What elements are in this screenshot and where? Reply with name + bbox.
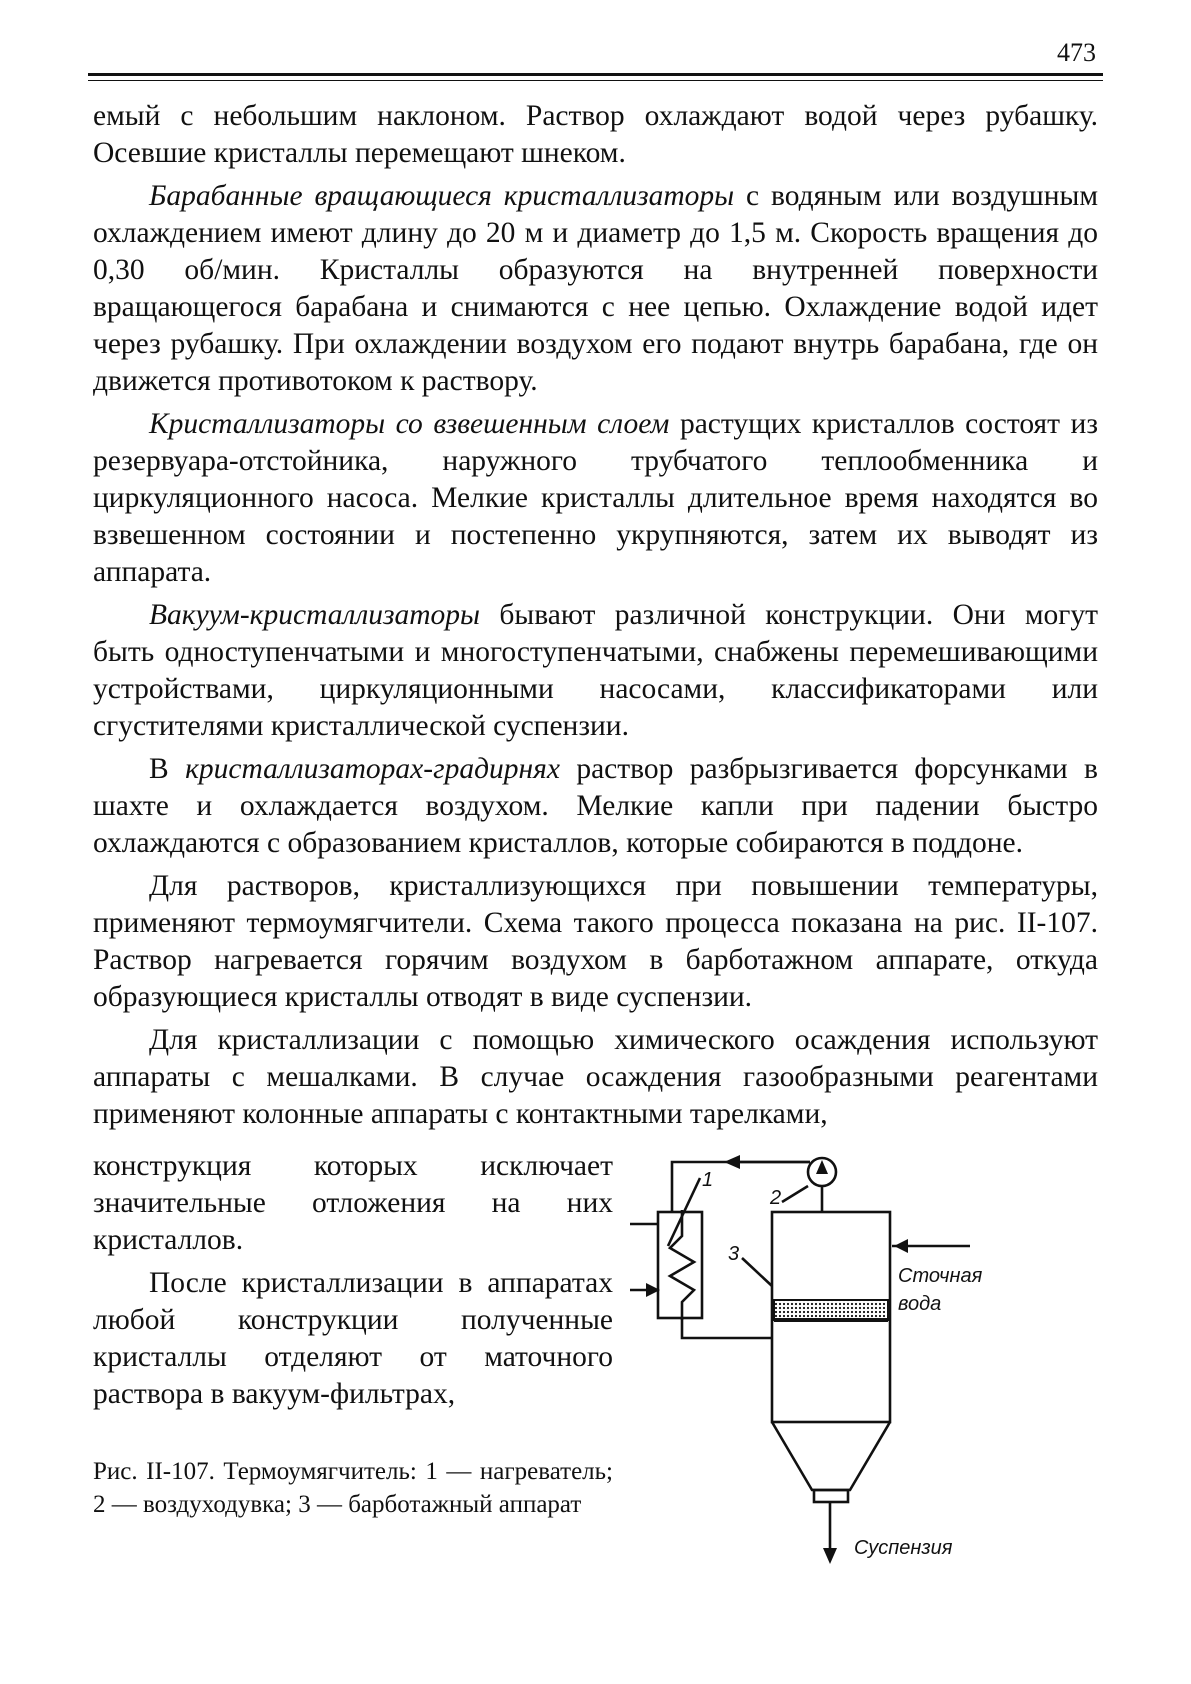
paragraph: Кристаллизаторы со взвешенным слоем растущих кристаллов состоят из резервуара-отстойника, наружного трубчатого теплообменника и циркуляционного насоса. Мелкие кристаллы длительное время находятся во взвешенном состоянии и постепенно укрупняются, затем их выводят из аппарата. (93, 408, 1098, 588)
wrapped-text (93, 1148, 613, 1419)
paragraph: Для растворов, кристаллизующихся при повышении температуры, применяют термоумягчители. Схема такого процесса показана на рис. II-107. Раствор нагревается горячим воздухом в барботажном аппарате, откуда образующиеся кристаллы отводят в виде суспензии. (93, 870, 1098, 1013)
body-text (93, 98, 1098, 1139)
heater-coil (670, 1210, 694, 1320)
header-rule-thin (88, 80, 1103, 81)
header-rule (88, 73, 1103, 76)
term: Барабанные вращающиеся кристаллизаторы (149, 180, 735, 212)
paragraph: конструкция которых исключает значительные отложения на них кристаллов. (93, 1150, 613, 1256)
label-2: 2 (770, 1187, 782, 1209)
term: кристаллизаторах-градирнях (185, 753, 560, 785)
term: Вакуум-кристаллизаторы (149, 599, 480, 631)
wastewater-label-line2: вода (898, 1293, 942, 1315)
figure-caption: Рис. II-107. Термоумягчитель: 1 — нагреватель; 2 — воздуходувка; 3 — барботажный аппарат (93, 1458, 613, 1518)
paragraph: емый с небольшим наклоном. Раствор охлаждают водой через рубашку. Осевшие кристаллы перемещают шнеком. (93, 100, 1098, 169)
paragraph: Вакуум-кристаллизаторы бывают различной конструкции. Они могут быть одноступенчатыми и многоступенчатыми, снабжены перемешивающими устройствами, циркуляционными насосами, классификаторами или сгустителями кристаллической суспензии. (93, 599, 1098, 742)
label-1: 1 (702, 1169, 714, 1191)
thermosoftener-diagram (630, 1150, 1110, 1620)
paragraph: После кристаллизации в аппаратах любой конструкции полученные кристаллы отделяют от маточного раствора в вакуум-фильтрах, (93, 1267, 613, 1410)
wastewater-label: Сточная (898, 1265, 983, 1287)
paragraph: В кристаллизаторах-градирнях раствор разбрызгивается форсунками в шахте и охлаждается воздухом. Мелкие капли при падении быстро охлаждаются с образованием кристаллов, которые собираются в поддоне. (93, 753, 1098, 859)
hatched-layer (774, 1300, 888, 1320)
suspension-label: Суспензия (854, 1537, 953, 1559)
heater-box (658, 1212, 702, 1318)
paragraph: Барабанные вращающиеся кристаллизаторы с водяным или воздушным охлаждением имеют длину до 20 м и диаметр до 1,5 м. Скорость вращения до 0,30 об/мин. Кристаллы образуются на внутренней поверхности вращающегося барабана и снимаются с нее цепью. Охлаждение водой идет через рубашку. При охлаждении воздухом его подают внутрь барабана, где он движется противотоком к раствору. (93, 180, 1098, 397)
page-number: 473 (1057, 38, 1096, 67)
label-3: 3 (728, 1243, 740, 1265)
term: Кристаллизаторы со взвешенным слоем (149, 408, 670, 440)
paragraph: Для кристаллизации с помощью химического осаждения используют аппараты с мешалками. В случае осаждения газообразными реагентами применяют колонные аппараты с контактными тарелками, (93, 1024, 1098, 1130)
